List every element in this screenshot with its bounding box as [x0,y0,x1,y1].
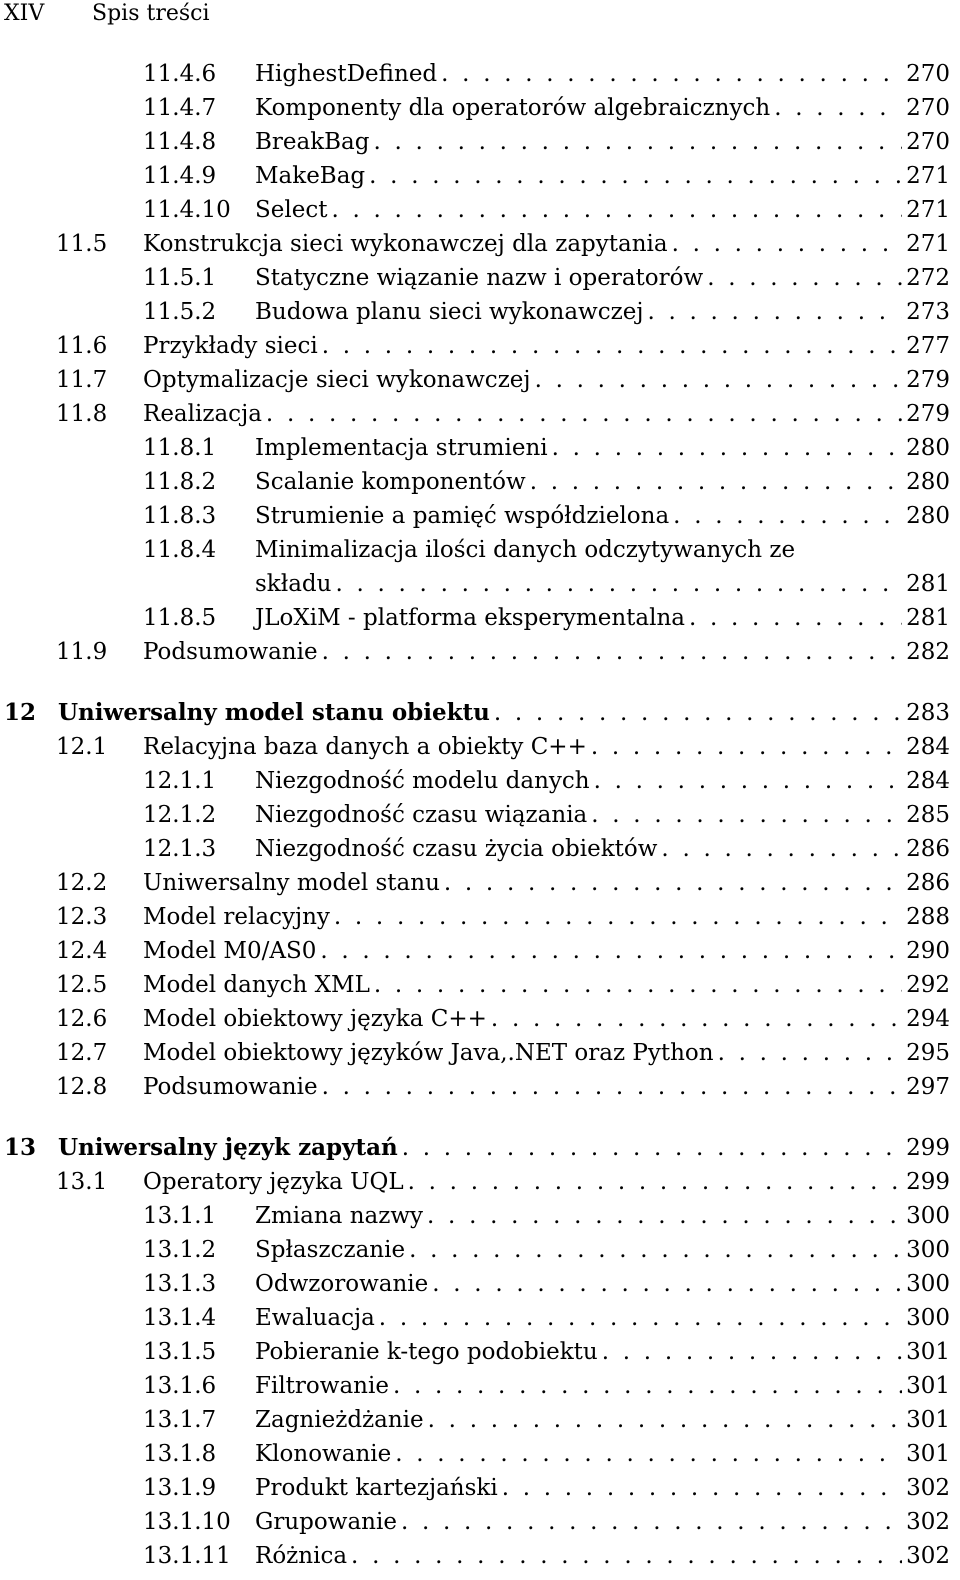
toc-entry-page: 279 [902,363,950,397]
dot-leader [379,1301,904,1335]
toc-entry-number: 11.8.4 [143,537,217,563]
toc-entry-title: Konstrukcja sieci wykonawczej dla zapytania [143,227,672,261]
toc-entry-page: 272 [902,261,950,295]
toc-entry-number: 13.1.5 [143,1339,217,1365]
dot-leader [402,1131,904,1165]
toc-subsection-entry[interactable] [0,601,960,635]
toc-entry-number: 13.1.6 [143,1373,217,1399]
toc-entry-number: 12.1.3 [143,836,217,862]
toc-entry-page: 273 [902,295,950,329]
toc-entry-title: Produkt kartezjański [255,1471,502,1505]
toc-entry-page: 302 [902,1539,950,1573]
toc-entry-title: JLoXiM - platforma eksperymentalna [255,601,689,635]
toc-entry-number: 13.1 [56,1169,108,1195]
dot-leader [409,1233,904,1267]
toc-entry-page: 302 [902,1471,950,1505]
dot-leader [502,1471,904,1505]
toc-section-entry[interactable] [0,397,960,431]
dot-leader [374,125,905,159]
dot-leader [672,227,904,261]
toc-subsection-entry[interactable] [0,1403,960,1437]
dot-leader [491,1002,904,1036]
toc-entry-number: 13.1.7 [143,1407,217,1433]
toc-section-entry[interactable] [0,635,960,669]
toc-entry-number: 11.8 [56,401,108,427]
dot-leader [591,798,904,832]
dot-leader [427,1199,904,1233]
toc-entry-title: Uniwersalny język zapytań [58,1131,402,1165]
toc-section-entry[interactable] [0,968,960,1002]
toc-entry-number: 11.4.10 [143,197,231,223]
toc-entry-number: 11.5 [56,231,108,257]
toc-entry-title: HighestDefined [255,57,441,91]
toc-subsection-entry[interactable] [0,1233,960,1267]
toc-entry-page: 300 [902,1199,950,1233]
toc-entry-page: 288 [902,900,950,934]
dot-leader [591,730,904,764]
toc-entry-title: Model relacyjny [143,900,334,934]
toc-entry-number: 12.7 [56,1040,108,1066]
toc-entry-title: Optymalizacje sieci wykonawczej [143,363,535,397]
toc-entry-number: 11.5.1 [143,265,217,291]
toc-entry-title: Relacyjna baza danych a obiekty C++ [143,730,591,764]
toc-section-entry[interactable] [0,227,960,261]
toc-entry-page: 280 [902,499,950,533]
dot-leader [393,1369,904,1403]
toc-entry-number: 11.4.6 [143,61,217,87]
toc-section-entry[interactable] [0,329,960,363]
toc-subsection-entry[interactable] [0,1301,960,1335]
toc-subsection-entry[interactable] [0,764,960,798]
toc-subsection-entry[interactable] [0,431,960,465]
toc-section-entry[interactable] [0,934,960,968]
toc-entry-page: 271 [902,227,950,261]
dot-leader [530,465,904,499]
page-number: XIV [4,1,45,26]
toc-subsection-entry[interactable] [0,1437,960,1471]
toc-entry-title: Budowa planu sieci wykonawczej [255,295,647,329]
toc-entry-page: 302 [902,1505,950,1539]
toc-entry-page: 281 [902,567,950,601]
running-title: Spis treści [92,1,210,26]
toc-entry-page: 286 [902,866,950,900]
toc-entry-number: 12.1.2 [143,802,217,828]
toc-entry-title: Strumienie a pamięć współdzielona [255,499,673,533]
toc-subsection-entry[interactable] [0,295,960,329]
toc-entry-number: 13 [4,1134,37,1161]
dot-leader [369,159,904,193]
dot-leader [374,968,904,1002]
toc-subsection-entry[interactable] [0,125,960,159]
toc-entry-page: 292 [902,968,950,1002]
toc-subsection-entry[interactable] [0,1539,960,1573]
toc-entry-number: 11.7 [56,367,108,393]
toc-entry-page: 299 [902,1165,950,1199]
table-of-contents [0,57,960,1573]
toc-entry-page: 297 [902,1070,950,1104]
toc-section-entry[interactable] [0,866,960,900]
toc-section-entry[interactable] [0,1002,960,1036]
chapter-spacer [0,669,960,696]
toc-entry-title: Ewaluacja [255,1301,379,1335]
dot-leader [334,900,904,934]
dot-leader [718,1036,904,1070]
toc-subsection-entry[interactable] [0,57,960,91]
toc-entry-title: Scalanie komponentów [255,465,530,499]
dot-leader [594,764,904,798]
dot-leader [401,1505,904,1539]
toc-entry-page: 285 [902,798,950,832]
dot-leader [689,601,904,635]
dot-leader [331,193,904,227]
toc-chapter-entry[interactable] [0,696,960,730]
toc-entry-number: 13.1.11 [143,1543,231,1569]
toc-entry-page: 271 [902,193,950,227]
dot-leader [408,1165,904,1199]
toc-subsection-entry[interactable] [0,1335,960,1369]
toc-entry-number: 11.4.7 [143,95,217,121]
dot-leader [774,91,904,125]
toc-section-entry[interactable] [0,730,960,764]
toc-subsection-entry[interactable] [0,832,960,866]
toc-entry-number: 12.1 [56,734,108,760]
toc-entry-page: 283 [902,696,950,730]
dot-leader [428,1403,904,1437]
toc-entry-page: 282 [902,635,950,669]
toc-subsection-entry[interactable] [0,1505,960,1539]
dot-leader [494,696,904,730]
toc-entry-number: 13.1.9 [143,1475,217,1501]
toc-subsection-entry[interactable] [0,499,960,533]
toc-entry-page: 281 [902,601,950,635]
toc-entry-page: 301 [902,1369,950,1403]
toc-section-entry[interactable] [0,1036,960,1070]
toc-entry-title: Uniwersalny model stanu obiektu [58,696,494,730]
toc-section-entry[interactable] [0,900,960,934]
toc-entry-number: 13.1.10 [143,1509,231,1535]
dot-leader [602,1335,904,1369]
toc-entry-number: 12.1.1 [143,768,217,794]
toc-section-entry[interactable] [0,1165,960,1199]
toc-subsection-entry[interactable] [0,159,960,193]
toc-entry-number: 12.8 [56,1074,108,1100]
toc-entry-page: 301 [902,1403,950,1437]
toc-entry-number: 11.6 [56,333,108,359]
toc-subsection-entry[interactable] [0,533,960,567]
toc-entry-title: Model obiektowy języków Java,.NET oraz Python [143,1036,718,1070]
toc-entry-title: Minimalizacja ilości danych odczytywanych ze [255,533,799,567]
toc-entry-title: Select [255,193,331,227]
toc-entry-title: MakeBag [255,159,369,193]
dot-leader [707,261,904,295]
toc-entry-title: Niezgodność modelu danych [255,764,594,798]
toc-entry-page: 277 [902,329,950,363]
toc-entry-title: Różnica [255,1539,351,1573]
dot-leader [535,363,904,397]
dot-leader [322,1070,904,1104]
dot-leader [661,832,904,866]
toc-entry-title: Niezgodność czasu wiązania [255,798,591,832]
toc-subsection-entry[interactable] [0,91,960,125]
toc-entry-page: 284 [902,764,950,798]
toc-entry-number: 12.3 [56,904,108,930]
toc-subsection-entry[interactable] [0,1471,960,1505]
toc-entry-title: Pobieranie k-tego podobiektu [255,1335,602,1369]
toc-entry-title: Statyczne wiązanie nazw i operatorów [255,261,707,295]
dot-leader [320,934,904,968]
toc-entry-title: Filtrowanie [255,1369,393,1403]
toc-entry-title: Podsumowanie [143,635,322,669]
toc-entry-page: 300 [902,1301,950,1335]
dot-leader [266,397,904,431]
chapter-spacer [0,1104,960,1131]
toc-entry-number: 13.1.8 [143,1441,217,1467]
toc-entry-number: 11.8.3 [143,503,217,529]
dot-leader [395,1437,904,1471]
toc-entry-number: 11.8.5 [143,605,217,631]
toc-entry-title: Model obiektowy języka C++ [143,1002,491,1036]
toc-subsection-entry[interactable] [0,193,960,227]
toc-entry-number: 11.8.1 [143,435,217,461]
toc-entry-page: 280 [902,465,950,499]
toc-entry-title: Przykłady sieci [143,329,322,363]
toc-entry-number: 11.4.8 [143,129,217,155]
toc-entry-page: 280 [902,431,950,465]
toc-entry-number: 11.9 [56,639,108,665]
toc-entry-page: 295 [902,1036,950,1070]
toc-entry-page: 294 [902,1002,950,1036]
toc-entry-title: Implementacja strumieni [255,431,552,465]
dot-leader [432,1267,904,1301]
dot-leader [441,57,904,91]
toc-entry-number: 11.4.9 [143,163,217,189]
toc-section-entry[interactable] [0,1070,960,1104]
dot-leader [552,431,904,465]
toc-entry-number: 11.8.2 [143,469,217,495]
toc-subsection-entry[interactable] [0,261,960,295]
toc-chapter-entry[interactable] [0,1131,960,1165]
toc-entry-page: 270 [902,125,950,159]
toc-entry-title: Realizacja [143,397,266,431]
toc-entry-title: Spłaszczanie [255,1233,409,1267]
toc-entry-number: 12.5 [56,972,108,998]
toc-entry-page: 290 [902,934,950,968]
toc-entry-title: składu [255,567,335,601]
toc-subsection-entry[interactable] [0,567,960,601]
toc-entry-title: Model M0/AS0 [143,934,320,968]
toc-entry-number: 12.6 [56,1006,108,1032]
toc-entry-number: 13.1.4 [143,1305,217,1331]
dot-leader [335,567,904,601]
dot-leader [322,635,904,669]
toc-entry-title: Niezgodność czasu życia obiektów [255,832,661,866]
dot-leader [444,866,904,900]
toc-entry-page: 286 [902,832,950,866]
toc-entry-title: Klonowanie [255,1437,395,1471]
toc-subsection-entry[interactable] [0,465,960,499]
toc-entry-number: 13.1.2 [143,1237,217,1263]
toc-subsection-entry[interactable] [0,1199,960,1233]
toc-entry-title: Odwzorowanie [255,1267,432,1301]
toc-entry-number: 13.1.3 [143,1271,217,1297]
toc-section-entry[interactable] [0,363,960,397]
toc-entry-title: Grupowanie [255,1505,401,1539]
toc-entry-page: 300 [902,1233,950,1267]
dot-leader [351,1539,904,1573]
toc-entry-number: 11.5.2 [143,299,217,325]
toc-entry-title: Model danych XML [143,968,374,1002]
toc-entry-page: 301 [902,1335,950,1369]
toc-entry-page: 300 [902,1267,950,1301]
toc-subsection-entry[interactable] [0,798,960,832]
toc-entry-title: Zagnieżdżanie [255,1403,428,1437]
dot-leader [322,329,904,363]
toc-subsection-entry[interactable] [0,1267,960,1301]
toc-entry-title: Zmiana nazwy [255,1199,427,1233]
toc-entry-title: Komponenty dla operatorów algebraicznych [255,91,774,125]
toc-subsection-entry[interactable] [0,1369,960,1403]
toc-entry-page: 279 [902,397,950,431]
dot-leader [647,295,904,329]
toc-entry-page: 299 [902,1131,950,1165]
toc-entry-number: 12 [4,699,37,726]
dot-leader [673,499,904,533]
toc-entry-page: 284 [902,730,950,764]
toc-entry-number: 12.4 [56,938,108,964]
toc-entry-page: 270 [902,91,950,125]
toc-entry-number: 13.1.1 [143,1203,217,1229]
toc-entry-page: 270 [902,57,950,91]
toc-entry-title: BreakBag [255,125,374,159]
toc-entry-page: 301 [902,1437,950,1471]
toc-entry-page: 271 [902,159,950,193]
toc-entry-title: Uniwersalny model stanu [143,866,444,900]
toc-entry-title: Podsumowanie [143,1070,322,1104]
toc-entry-title: Operatory języka UQL [143,1165,408,1199]
toc-entry-number: 12.2 [56,870,108,896]
